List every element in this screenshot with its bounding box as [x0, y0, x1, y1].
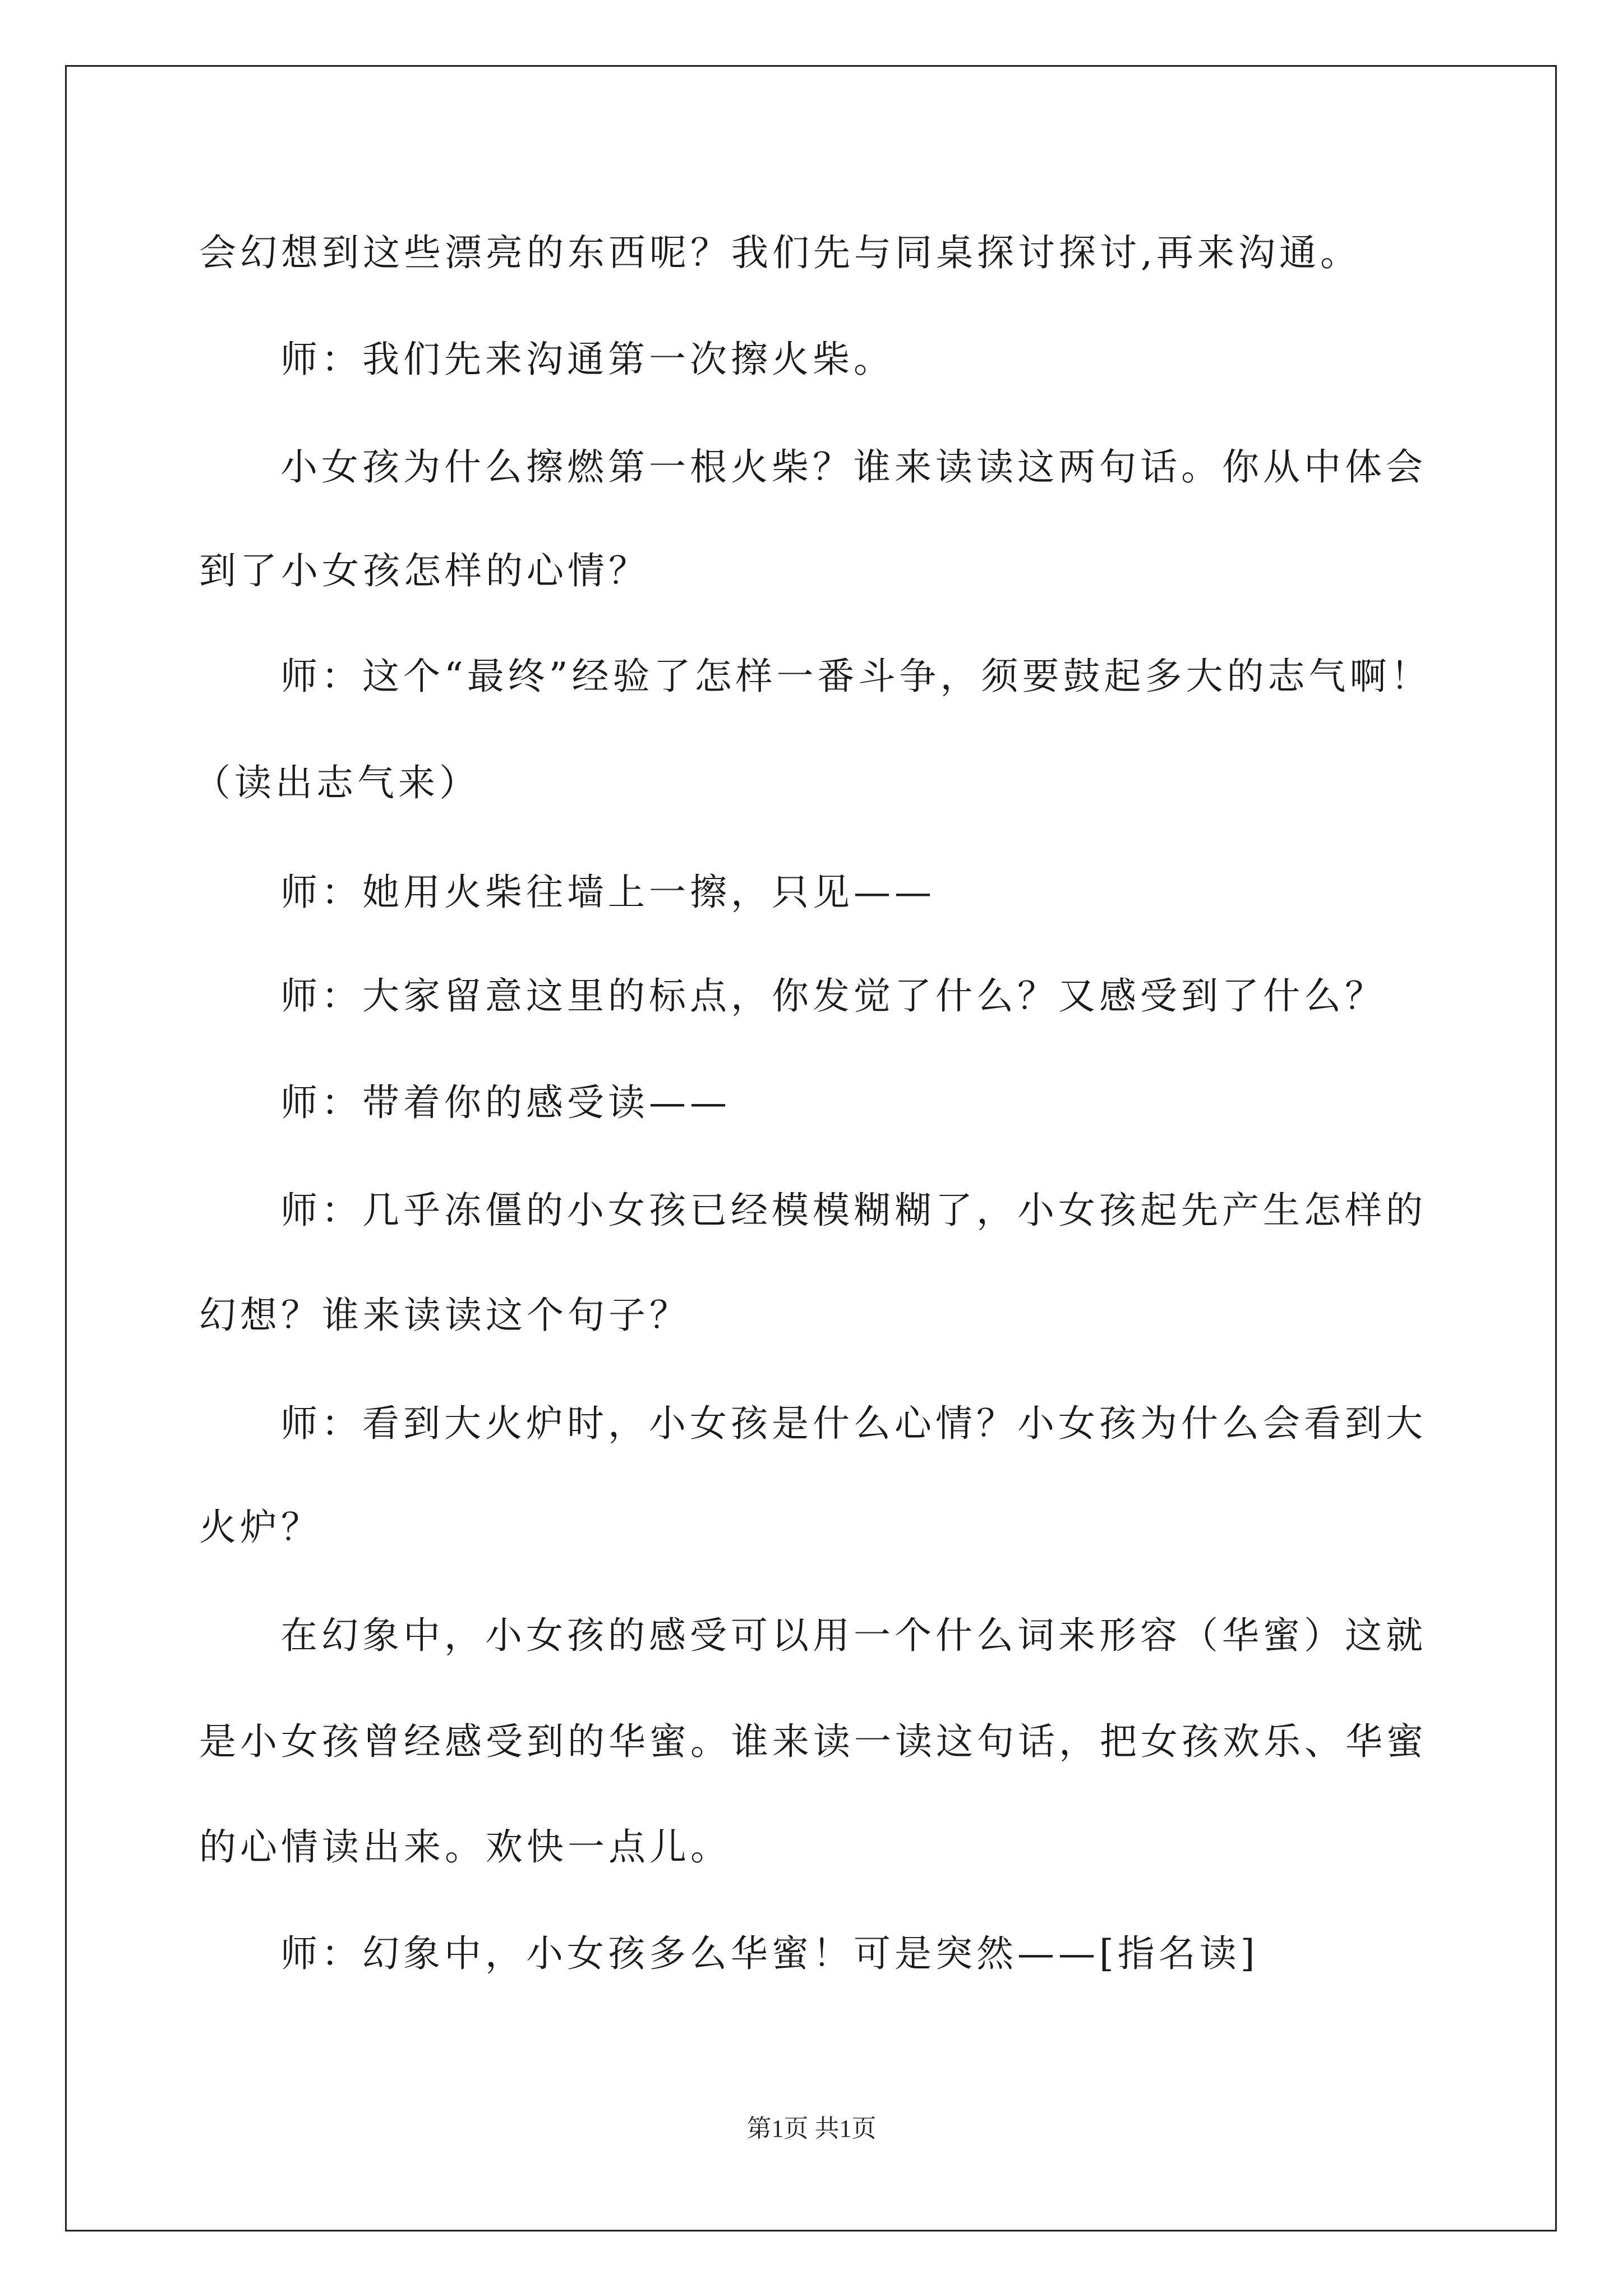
text-line: 会幻想到这些漂亮的东西呢？我们先与同桌探讨探讨,再来沟通。 — [199, 231, 1361, 274]
text-line: 火炉？ — [199, 1506, 322, 1549]
text-line: 是小女孩曾经感受到的华蜜。谁来读一读这句话，把女孩欢乐、华蜜 — [199, 1720, 1427, 1763]
text-line: 师：幻象中，小女孩多么华蜜！可是突然——[指名读] — [280, 1932, 1259, 1975]
text-line: （读出志气来） — [193, 761, 480, 804]
text-line: 的心情读出来。欢快一点儿。 — [199, 1825, 731, 1869]
text-line: 师：这个“最终”经验了怎样一番斗争，须要鼓起多大的志气啊！ — [280, 655, 1432, 698]
page-border — [65, 65, 1557, 2231]
text-line: 师：我们先来沟通第一次擦火柴。 — [280, 338, 895, 381]
text-line: 小女孩为什么擦燃第一根火柴？谁来读读这两句话。你从中体会 — [280, 445, 1427, 489]
page-footer: 第1页 共1页 — [746, 2115, 877, 2142]
text-line: 师：几乎冻僵的小女孩已经模模糊糊了，小女孩起先产生怎样的 — [280, 1189, 1427, 1232]
text-line: 师：带着你的感受读—— — [280, 1081, 731, 1124]
text-line: 师：她用火柴往墙上一擦，只见—— — [280, 871, 935, 914]
text-line: 在幻象中，小女孩的感受可以用一个什么词来形容（华蜜）这就 — [280, 1614, 1427, 1657]
text-line: 幻想？谁来读读这个句子？ — [199, 1294, 690, 1337]
text-line: 到了小女孩怎样的心情？ — [199, 549, 649, 592]
text-line: 师：看到大火炉时，小女孩是什么心情？小女孩为什么会看到大 — [280, 1402, 1427, 1445]
text-line: 师：大家留意这里的标点，你发觉了什么？又感受到了什么？ — [280, 974, 1386, 1018]
